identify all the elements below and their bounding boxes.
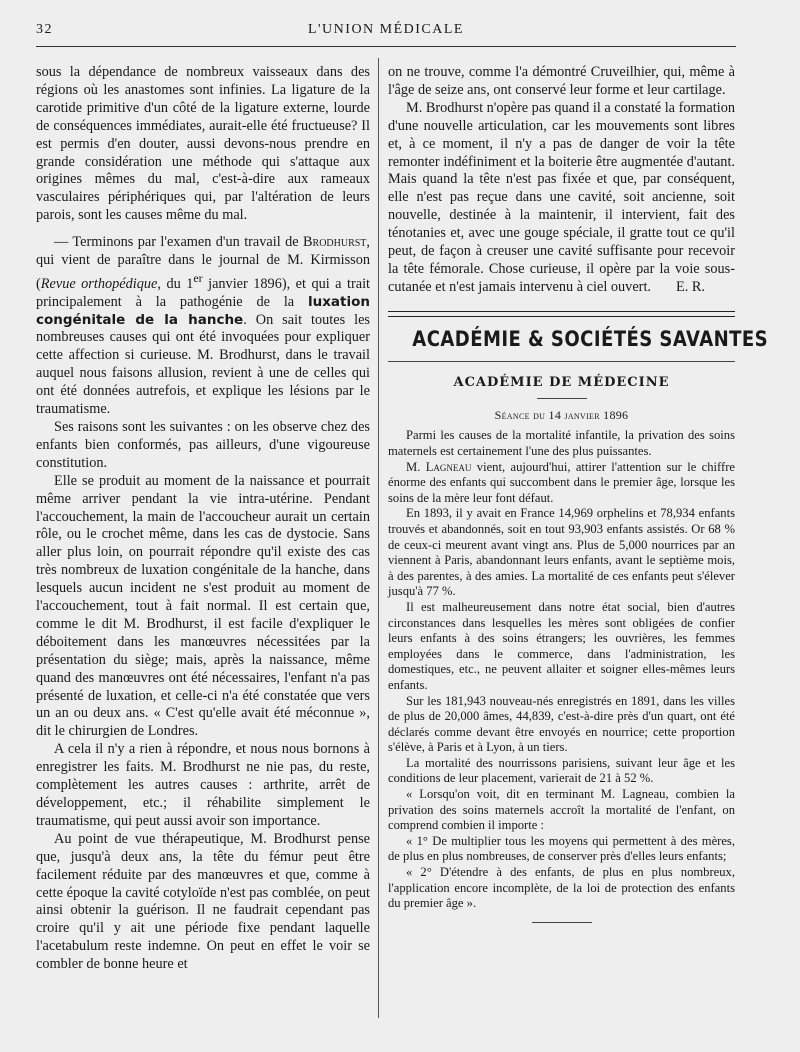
header-rule [36,46,736,47]
text-run: janvier 1896), et qui a trait principalement à la pathogénie de la [36,275,371,310]
paragraph: La mortalité des nourrissons parisiens, suivant leur âge et les conditions de leur placement, varierait de 21 à 52 %. [388,755,735,786]
text-run: . On sait toutes les nombreuses causes qui ont été invoquées pour expliquer cette affection si curieuse. M. Brodhurst, dans le travail auquel nous faisons allusion, revient à une de celles qui ont été données autrefois, et explique les lésions par le traumatisme. [36,311,370,418]
paragraph: M. Brodhurst n'opère pas quand il a constaté la formation d'une nouvelle articulation, car les mouvements sont libres et, à ce moment, il n'y a pas de danger de voir la tête remonter indéfiniment et la boiterie être augmentée d'autant. Mais quand la tête n'est pas fixée et que, par conséquent, elle n'est pas reçue dans une cavité, soit ancienne, soit nouvelle, destinée à la maintenir, il intervient, fait des ténotanies et, avec une gouge spéciale, il gratte tout ce qu'il peut, de façon à creuser une cavité suffisante pour recevoir la tête fémorale. Chose curieuse, il opère par la voie sous-cutanée et n'est jamais intervenu à ciel ouvert. [388,99,735,295]
session-report [388,428,735,911]
short-rule [537,398,587,399]
column-divider [378,58,379,1018]
text-run: — Terminons par l'examen d'un travail de [54,234,299,251]
paragraph: Il est malheureusement dans notre état social, bien d'autres circonstances dans lesquelles les mères sont obligées de confier leurs enfants à des soins étrangers; les ouvrières, les femmes employées dans le commerce, dans l'administration, les domestiques, etc., ne peuvent allaiter et soigner elles-mêmes leurs enfants. [388,599,735,692]
text-run: , qui vient de paraître dans le journal de M. Kirmisson ( [36,234,370,292]
paragraph: Parmi les causes de la mortalité infantile, la privation des soins maternels est certainement l'une des plus puissantes. [388,428,735,458]
paragraph: « 2° D'étendre à des enfants, de plus en plus nombreux, l'application encore incomplète, de la loi de protection des enfants du premier âge ». [388,865,735,911]
paragraph: on ne trouve, comme l'a démontré Cruveilhier, qui, même à l'âge de seize ans, ont conservé leur forme et leur cartilage. [388,64,735,98]
paragraph: Sur les 181,943 nouveau-nés enregistrés en 1891, dans les villes de plus de 20,000 âmes, 44,839, c'est-à-dire près d'un quart, ont été déclarés comme devant être envoyés en nourrice; cette proportion s'élève, à Paris et à Lyon, à un tiers. [388,693,735,755]
section-title: ACADÉMIE & SOCIÉTÉS SAVANTES [412,326,769,351]
signature: E. R. [676,278,705,295]
author-name: Brodhurst [302,234,367,251]
paragraph: A cela il n'y a rien à répondre, et nous nous bornons à enregistrer les faits. M. Brodhurst ne nie pas, du reste, complètement les autres causes : arthrite, arrêt de développement, etc.; il réhabilite simplement le traumatisme, qui peut aussi avoir son importance. [36,741,370,829]
text-run: , du 1 [157,275,194,292]
paragraph: En 1893, il y avait en France 14,969 orphelins et 78,934 enfants trouvés et abandonnés, soit en tout 93,903 enfants assistés. Or 68 % de ceux-ci meurent avant vingt ans. Plus de 5,000 nourrices par an viennent à Paris, abandonnant leurs enfants, avant le septième mois, à des parentes, à des amies. La mortalité de ces enfants peut s'élever jusqu'à 77 %. [388,506,735,599]
session-date: Séance du 14 janvier 1896 [494,407,629,422]
superscript: er [193,270,203,285]
journal-title: L'UNION MÉDICALE [307,22,464,37]
author-name: Lagneau [425,459,472,474]
paragraph: « 1° De multiplier tous les moyens qui permettent à des mères, de plus en plus nombreuses, de conserver près d'elles leurs enfants; [388,833,735,864]
section-rule [388,361,735,362]
academy-heading: ACADÉMIE DE MÉDECINE [453,374,670,390]
paragraph: « Lorsqu'on voit, dit en terminant M. Lagneau, combien la privation des soins maternels accroît la mortalité de l'enfant, on comprend combien il importe : [388,787,735,833]
end-rule [532,922,592,923]
paragraph: Au point de vue thérapeutique, M. Brodhurst pense que, jusqu'à deux ans, la tête du fémur peut être facilement réduite par des manœuvres et que, comme à cette époque la cavité cotyloïde n'est pas comblée, on peut ainsi obtenir la guérison. Il ne faudrait cependant pas croire qu'il y ait une période fixe pendant laquelle l'acetabulum reste indemne. On peut en effet le voir se combler de bonne heure et [36,830,370,973]
paragraph [36,234,370,419]
paragraph: sous la dépendance de nombreux vaisseaux dans des régions où les anastomes sont infinies. La ligature de la carotide primitive d'un côté de la ligature externe, lourde de conséquences immédiates, aurait-elle été fructueuse? Il est permis d'en douter, aussi devons-nous prendre en grande considération une méthode qui s'attaque aux origines mêmes du mal, c'est-à-dire aux rameaux vasculaires périphériques qui, par l'altération de leurs parois, sont les causes même du mal. [36,64,370,224]
text-run: vient, aujourd'hui, attirer l'attention sur le chiffre énorme des enfants qui succombent dans le premier âge, lorsque les soins de la mère leur font défaut. [388,459,735,505]
section-double-rule [388,311,735,317]
page-number: 32 [36,22,53,37]
paragraph [388,460,735,507]
paragraph: Elle se produit au moment de la naissance et pourrait même arriver pendant la vie intra-utérine. Pendant l'accouchement, la main de l'accoucheur aurait un certain rôle, ou le crochet même, dans les cas de dystocie. Sans aller plus loin, on pourrait répondre qu'il existe des cas très nombreux de luxation congénitale de la hanche, dans lesquels aucun incident ne s'est produit au moment de l'accouchement, tout à fait normal. Il est certain que, comme le dit M. Brodhurst, il est facile d'expliquer le déboitement dans les manœuvres nécessitées par la présentation du siège; mais, après la naissance, même quand des manœuvres ont été nécessaires, l'enfant n'a pas présenté de luxation, et celle-ci n'a été constatée que vers un an ou deux ans. « C'est qu'elle avait été méconnue », dit le chirurgien de Londres. [36,472,370,740]
right-column [388,64,769,923]
page-header [36,22,736,42]
paragraph: Ses raisons sont les suivantes : on les observe chez des enfants bien conformés, pas ailleurs, d'une vigoureuse constitution. [36,418,370,471]
journal-name: Revue orthopédique [40,275,158,292]
bold-topic: luxation congénitale de la hanche [36,293,370,328]
left-column [36,64,370,974]
text-run: M. [406,459,426,474]
